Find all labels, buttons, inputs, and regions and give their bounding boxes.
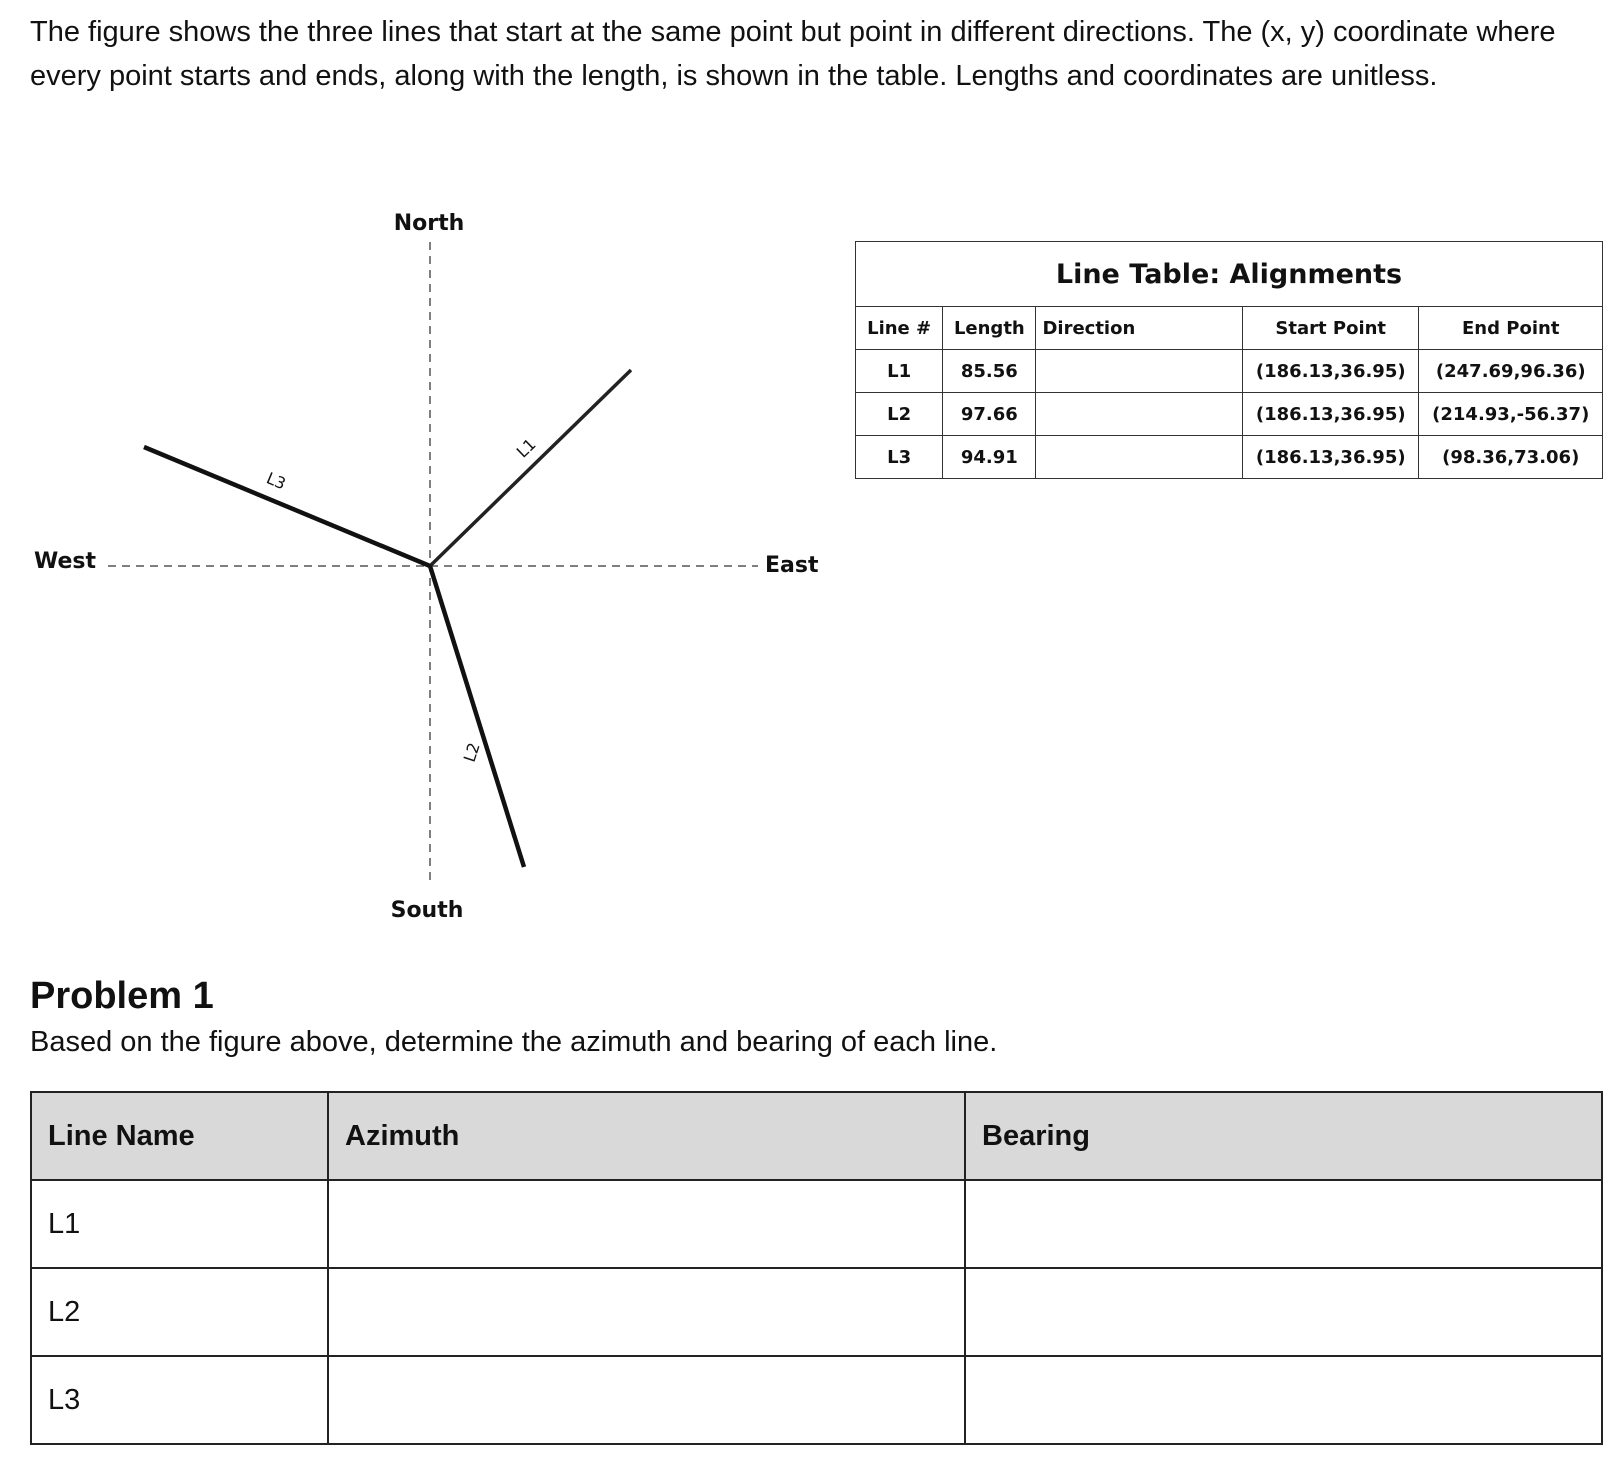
- header-start-point: Start Point: [1243, 307, 1419, 350]
- line-end: (214.93,-56.37): [1419, 393, 1603, 436]
- azimuth-cell[interactable]: [328, 1356, 965, 1444]
- line-l3: [144, 447, 430, 566]
- table-row: [31, 1268, 1602, 1356]
- line-direction: [1036, 436, 1243, 479]
- header-direction: Direction: [1036, 307, 1243, 350]
- south-label: South: [390, 898, 464, 923]
- line-direction: [1036, 393, 1243, 436]
- line-label-l2: L2: [459, 740, 484, 765]
- header-azimuth: Azimuth: [328, 1092, 965, 1180]
- intro-paragraph: The figure shows the three lines that start at the same point but point in different directions. The (x, y) coordinate where every point starts and ends, along with the length, is shown in the table. Lengths and coordinates are unitless.: [30, 16, 1556, 92]
- header-length: Length: [943, 307, 1036, 350]
- line-length: 94.91: [943, 436, 1036, 479]
- bearing-cell[interactable]: [965, 1356, 1602, 1444]
- north-label: North: [393, 211, 465, 236]
- line-length: 97.66: [943, 393, 1036, 436]
- line-end: (98.36,73.06): [1419, 436, 1603, 479]
- line-label-l1: L1: [512, 434, 540, 462]
- azimuth-cell[interactable]: [328, 1180, 965, 1268]
- line-table: [855, 241, 1603, 479]
- header-line-name: Line Name: [31, 1092, 328, 1180]
- problem-text: Based on the figure above, determine the azimuth and bearing of each line.: [30, 1026, 998, 1058]
- header-line-number: Line #: [856, 307, 943, 350]
- bearing-cell[interactable]: [965, 1180, 1602, 1268]
- line-l1: [430, 370, 631, 566]
- header-end-point: End Point: [1419, 307, 1603, 350]
- table-row: [856, 350, 1603, 393]
- answer-table: [30, 1091, 1603, 1445]
- line-name-cell: L1: [31, 1180, 328, 1268]
- line-l2: [430, 566, 524, 867]
- line-id: L2: [856, 393, 943, 436]
- line-table-title: Line Table: Alignments: [856, 242, 1603, 307]
- line-label-l3: L3: [263, 468, 289, 494]
- line-end: (247.69,96.36): [1419, 350, 1603, 393]
- east-label: East: [765, 553, 819, 578]
- line-start: (186.13,36.95): [1243, 393, 1419, 436]
- problem-title: Problem 1: [30, 975, 214, 1017]
- direction-diagram: [0, 190, 840, 930]
- table-row: [31, 1356, 1602, 1444]
- west-label: West: [34, 549, 97, 574]
- azimuth-cell[interactable]: [328, 1268, 965, 1356]
- line-length: 85.56: [943, 350, 1036, 393]
- line-id: L3: [856, 436, 943, 479]
- line-name-cell: L3: [31, 1356, 328, 1444]
- table-row: [31, 1180, 1602, 1268]
- bearing-cell[interactable]: [965, 1268, 1602, 1356]
- table-row: [856, 436, 1603, 479]
- line-direction: [1036, 350, 1243, 393]
- line-id: L1: [856, 350, 943, 393]
- table-row: [856, 393, 1603, 436]
- line-start: (186.13,36.95): [1243, 436, 1419, 479]
- line-start: (186.13,36.95): [1243, 350, 1419, 393]
- header-bearing: Bearing: [965, 1092, 1602, 1180]
- line-name-cell: L2: [31, 1268, 328, 1356]
